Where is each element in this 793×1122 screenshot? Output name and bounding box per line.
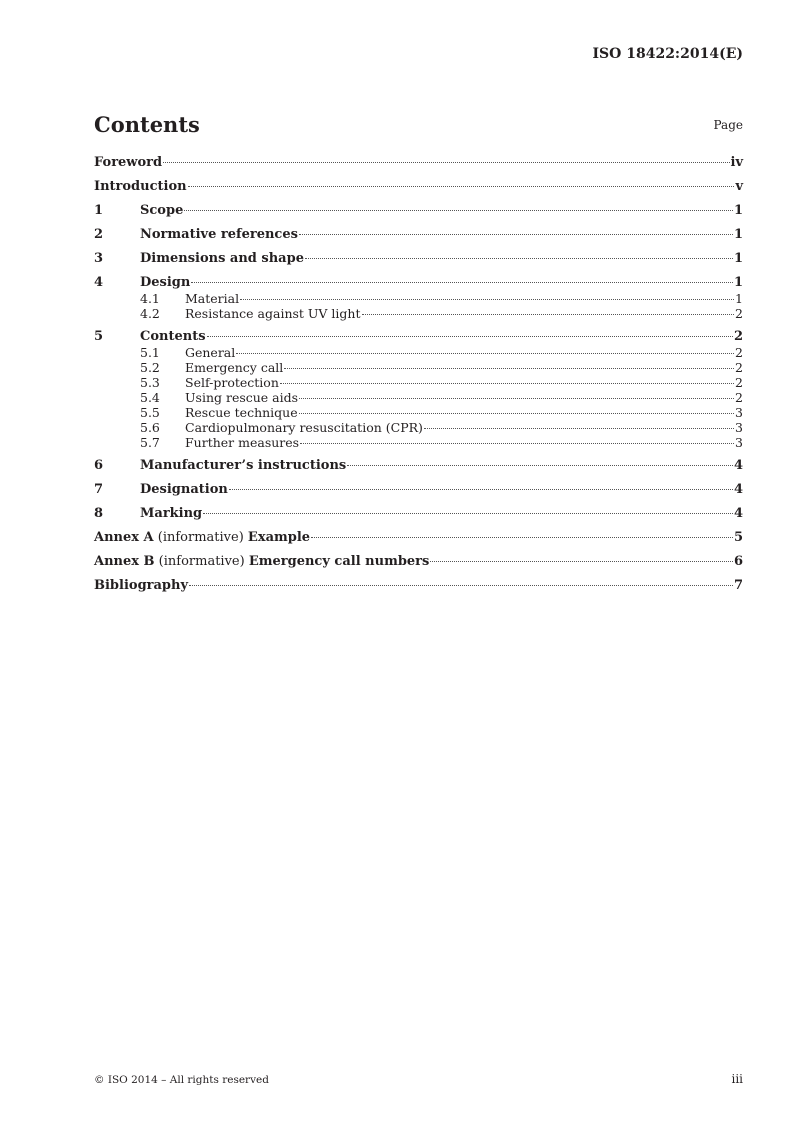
toc-dot-leader: [300, 443, 734, 444]
toc-entry-label-main: Further measures: [185, 435, 300, 450]
toc-dot-leader: [284, 368, 734, 369]
toc-dot-leader: [207, 336, 733, 337]
toc-entry-number: 7: [94, 482, 104, 497]
toc-entry[interactable]: [94, 405, 743, 420]
toc-entry[interactable]: [94, 155, 743, 171]
toc-entry-number: 5.2: [140, 360, 160, 375]
toc-entry-page: 4: [733, 458, 743, 473]
toc-entry[interactable]: [94, 375, 743, 390]
toc-entry-label-main: Design: [140, 275, 191, 290]
toc-entry-page: 6: [733, 554, 743, 569]
toc-entry-page: 1: [733, 275, 743, 290]
toc-dot-leader: [189, 585, 733, 586]
toc-entry-page: 2: [735, 345, 743, 360]
toc-entry[interactable]: [94, 203, 743, 219]
toc-entry-number: 4.2: [140, 306, 160, 321]
toc-entry-label: [140, 227, 298, 243]
toc-entry-page: v: [735, 179, 743, 194]
toc-entry-label-main: Bibliography: [94, 578, 189, 593]
toc-entry[interactable]: [94, 360, 743, 375]
toc-entry-label-main: Scope: [140, 203, 184, 218]
toc-entry-label: [185, 291, 239, 306]
page-column-label: Page: [713, 118, 743, 132]
toc-dot-leader: [191, 282, 733, 283]
toc-entry-label: [140, 482, 228, 498]
toc-entry-label-main: Foreword: [94, 155, 163, 170]
toc-dot-leader: [163, 162, 729, 163]
toc-dot-leader: [430, 561, 733, 562]
toc-entry-page: 4: [733, 482, 743, 497]
toc-entry-number: 5.5: [140, 405, 160, 420]
toc-spacer: [94, 546, 743, 554]
toc-entry-number: 5.6: [140, 420, 160, 435]
toc-entry-page: 1: [733, 251, 743, 266]
footer-copyright: © ISO 2014 – All rights reserved: [94, 1074, 269, 1086]
toc-entry-number: 6: [94, 458, 104, 473]
toc-entry[interactable]: [94, 458, 743, 474]
toc-dot-leader: [236, 353, 734, 354]
toc-entry-page: 2: [735, 306, 743, 321]
toc-entry-page: 3: [735, 405, 743, 420]
footer-page-number: iii: [731, 1072, 743, 1086]
toc-entry-label: [140, 329, 206, 345]
toc-entry-page: 1: [733, 227, 743, 242]
toc-entry-number: 8: [94, 506, 104, 521]
toc-entry-page: 1: [735, 291, 743, 306]
toc-entry-number: 1: [94, 203, 104, 218]
toc-dot-leader: [424, 428, 734, 429]
toc-dot-leader: [184, 210, 733, 211]
toc-entry-page: 5: [733, 530, 743, 545]
toc-spacer: [94, 450, 743, 458]
toc-spacer: [94, 243, 743, 251]
document-id: ISO 18422:2014(E): [592, 46, 743, 62]
toc-entry-number: 5: [94, 329, 104, 344]
toc-entry[interactable]: [94, 345, 743, 360]
toc-dot-leader: [299, 398, 734, 399]
toc-spacer: [94, 267, 743, 275]
toc-entry-label-main: Self-protection: [185, 375, 279, 390]
toc-spacer: [94, 171, 743, 179]
toc-entry-page: 2: [735, 360, 743, 375]
toc-entry-label-main: Manufacturer’s instructions: [140, 458, 347, 473]
toc-entry[interactable]: [94, 435, 743, 450]
toc-dot-leader: [299, 413, 734, 414]
toc-dot-leader: [311, 537, 733, 538]
toc-entry-page: 2: [735, 375, 743, 390]
toc-entry-label-main: Dimensions and shape: [140, 251, 304, 266]
toc-entry-label: [185, 390, 298, 405]
toc-dot-leader: [203, 513, 733, 514]
table-of-contents: [94, 155, 743, 594]
toc-entry-label-main: Using rescue aids: [185, 390, 299, 405]
toc-entry-label-main: Rescue technique: [185, 405, 298, 420]
toc-spacer: [94, 321, 743, 329]
toc-entry[interactable]: [94, 306, 743, 321]
toc-entry-label-main: Cardiopulmonary resuscitation (CPR): [185, 420, 423, 435]
toc-entry-label-main: Annex A: [94, 530, 154, 545]
toc-entry-number: 2: [94, 227, 104, 242]
toc-dot-leader: [305, 258, 733, 259]
toc-entry-number: 5.4: [140, 390, 160, 405]
toc-entry-label-main: General: [185, 345, 236, 360]
toc-entry-label: [140, 251, 304, 267]
toc-entry-label: [94, 554, 429, 570]
toc-entry-page: 4: [733, 506, 743, 521]
toc-entry-number: 5.1: [140, 345, 160, 360]
toc-entry[interactable]: [94, 227, 743, 243]
toc-entry-label-informative: (informative): [154, 554, 249, 569]
toc-entry-label: [185, 420, 423, 435]
toc-entry-label: [185, 306, 361, 321]
toc-dot-leader: [280, 383, 734, 384]
toc-entry[interactable]: [94, 578, 743, 594]
toc-entry-label-informative: (informative): [153, 530, 248, 545]
toc-entry-label-main: Annex B: [94, 554, 155, 569]
toc-entry-label: [94, 155, 162, 171]
toc-entry-label-main: Introduction: [94, 179, 187, 194]
toc-entry[interactable]: [94, 482, 743, 498]
toc-entry-label: [140, 458, 346, 474]
toc-dot-leader: [362, 314, 735, 315]
toc-entry-label-main: Contents: [140, 329, 206, 344]
toc-entry-label: [94, 578, 188, 594]
toc-entry[interactable]: [94, 390, 743, 405]
toc-entry-page: 1: [733, 203, 743, 218]
toc-entry-label: [140, 506, 202, 522]
toc-entry-page: 2: [735, 390, 743, 405]
toc-entry-label-title: Example: [247, 530, 311, 545]
toc-dot-leader: [229, 489, 733, 490]
toc-dot-leader: [299, 234, 733, 235]
toc-entry[interactable]: [94, 329, 743, 345]
toc-spacer: [94, 570, 743, 578]
toc-entry-label-main: Resistance against UV light: [185, 306, 361, 321]
toc-entry-number: 5.3: [140, 375, 160, 390]
toc-entry-label-main: Designation: [140, 482, 228, 497]
toc-entry-label: [140, 203, 183, 219]
toc-entry[interactable]: [94, 420, 743, 435]
toc-spacer: [94, 474, 743, 482]
toc-entry[interactable]: [94, 275, 743, 291]
toc-entry-page: 3: [735, 435, 743, 450]
toc-entry-page: 7: [733, 578, 743, 593]
toc-entry-label: [94, 179, 187, 195]
toc-entry-label: [185, 375, 279, 390]
toc-entry[interactable]: [94, 506, 743, 522]
toc-entry-page: 2: [733, 329, 743, 344]
toc-entry-number: 4: [94, 275, 104, 290]
toc-spacer: [94, 219, 743, 227]
toc-entry-label-main: Marking: [140, 506, 203, 521]
toc-entry-label-main: Material: [185, 291, 240, 306]
toc-entry-label-main: Emergency call: [185, 360, 284, 375]
toc-entry[interactable]: [94, 179, 743, 195]
toc-dot-leader: [240, 299, 734, 300]
toc-entry-label-main: Normative references: [140, 227, 298, 242]
toc-entry[interactable]: [94, 554, 743, 570]
toc-entry-number: 5.7: [140, 435, 160, 450]
page-title: Contents: [94, 112, 200, 137]
toc-dot-leader: [188, 186, 735, 187]
toc-entry-label: [185, 360, 283, 375]
toc-entry-number: 4.1: [140, 291, 160, 306]
toc-entry-page: 3: [735, 420, 743, 435]
toc-entry-page: iv: [730, 155, 743, 170]
toc-entry-label: [140, 275, 190, 291]
toc-entry[interactable]: [94, 291, 743, 306]
toc-entry-label: [185, 405, 298, 420]
toc-entry-label-title: Emergency call numbers: [248, 554, 430, 569]
toc-entry-label: [94, 530, 310, 546]
toc-spacer: [94, 195, 743, 203]
toc-entry-label: [185, 345, 235, 360]
toc-spacer: [94, 498, 743, 506]
toc-entry-number: 3: [94, 251, 104, 266]
toc-dot-leader: [347, 465, 733, 466]
toc-entry[interactable]: [94, 530, 743, 546]
toc-entry-label: [185, 435, 299, 450]
toc-spacer: [94, 522, 743, 530]
toc-entry[interactable]: [94, 251, 743, 267]
